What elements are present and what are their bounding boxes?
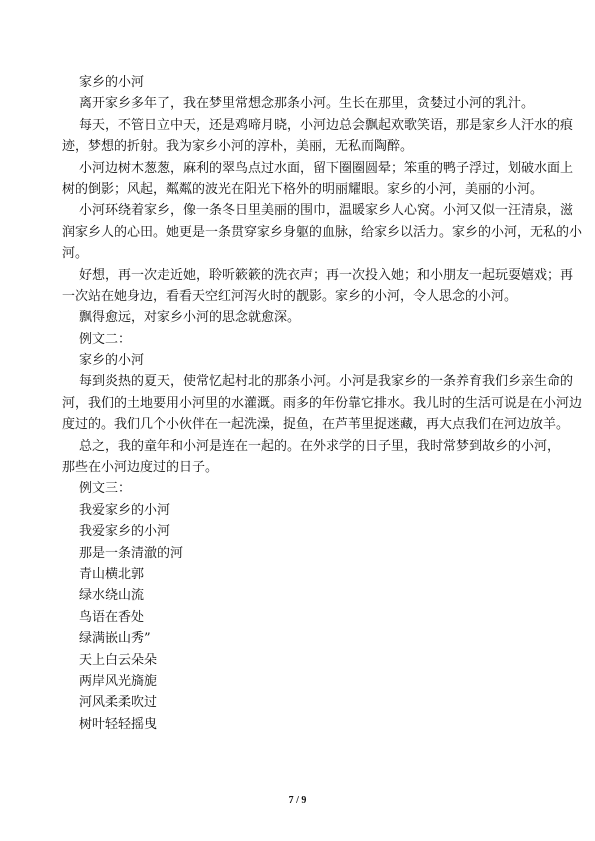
text-line: 那是一条清澈的河 — [79, 545, 184, 561]
text-line: 离开家乡多年了，我在梦里常想念那条小河。生长在那里，贪婪过小河的乳汁。 — [79, 96, 535, 112]
text-line: 天上白云朵朵 — [79, 652, 158, 668]
text-line: 总之，我的童年和小河是连在一起的。在外求学的日子里，我时常梦到故乡的小河， — [79, 438, 561, 454]
text-line: 好想，再一次走近她，聆听簌簌的洗衣声；再一次投入她；和小朋友一起玩耍嬉戏；再 — [79, 267, 574, 283]
text-line: 每到炎热的夏天，使常忆起村北的那条小河。小河是我家乡的一条养育我们乡亲生命的 — [79, 374, 574, 390]
text-line: 家乡的小河 — [79, 75, 145, 90]
text-line: 河风柔柔吹过 — [79, 695, 158, 711]
text-line: 飘得愈远，对家乡小河的思念就愈深。 — [79, 310, 301, 326]
text-line: 迹，梦想的折射。我为家乡小河的淳朴，美丽，无私而陶醉。 — [62, 139, 414, 155]
document-body — [62, 72, 583, 735]
text-line: 绿满嵌山秀” — [79, 631, 151, 647]
text-line: 润家乡人的心田。她更是一条贯穿家乡身躯的血脉，给家乡以活力。家乡的小河，无私的小 — [62, 224, 583, 240]
text-line: 我爱家乡的小河 — [79, 524, 171, 540]
text-line: 河，我们的土地要用小河里的水灌溉。雨多的年份靠它排水。我儿时的生活可说是在小河边 — [62, 395, 583, 411]
text-line: 我爱家乡的小河 — [79, 502, 171, 518]
text-line: 小河环绕着家乡，像一条冬日里美丽的围巾，温暖家乡人心窝。小河又似一汪清泉，滋 — [79, 203, 574, 219]
text-line: 例文三： — [79, 481, 132, 497]
text-line: 树叶轻轻摇曳 — [79, 716, 158, 732]
text-line: 青山横北郭 — [79, 566, 145, 582]
text-line: 树的倒影；风起，粼粼的波光在阳光下格外的明丽耀眼。家乡的小河，美丽的小河。 — [62, 181, 544, 197]
page-number: 7 / 9 — [288, 795, 307, 806]
text-line: 家乡的小河 — [79, 353, 145, 369]
text-line: 河。 — [62, 246, 89, 262]
text-line: 两岸风光旖旎 — [79, 673, 158, 689]
text-line: 例文二： — [79, 331, 132, 347]
text-line: 那些在小河边度过的日子。 — [62, 460, 219, 476]
text-line: 度过的。我们几个小伙伴在一起洗澡，捉鱼，在芦苇里捉迷藏，再大点我们在河边放羊。 — [62, 417, 570, 433]
text-line: 鸟语在香处 — [79, 609, 145, 625]
text-line: 小河边树木葱葱，麻利的翠鸟点过水面，留下圈圈圆晕；笨重的鸭子浮过，划破水面上 — [79, 160, 574, 176]
text-line: 每天，不管日立中天，还是鸡啼月晓，小河边总会飘起欢歌笑语，那是家乡人汗水的痕 — [79, 117, 574, 133]
text-line: 一次站在她身边，看看天空红河泻火时的靓影。家乡的小河，令人思念的小河。 — [62, 288, 518, 304]
text-line: 绿水绕山流 — [79, 588, 145, 604]
